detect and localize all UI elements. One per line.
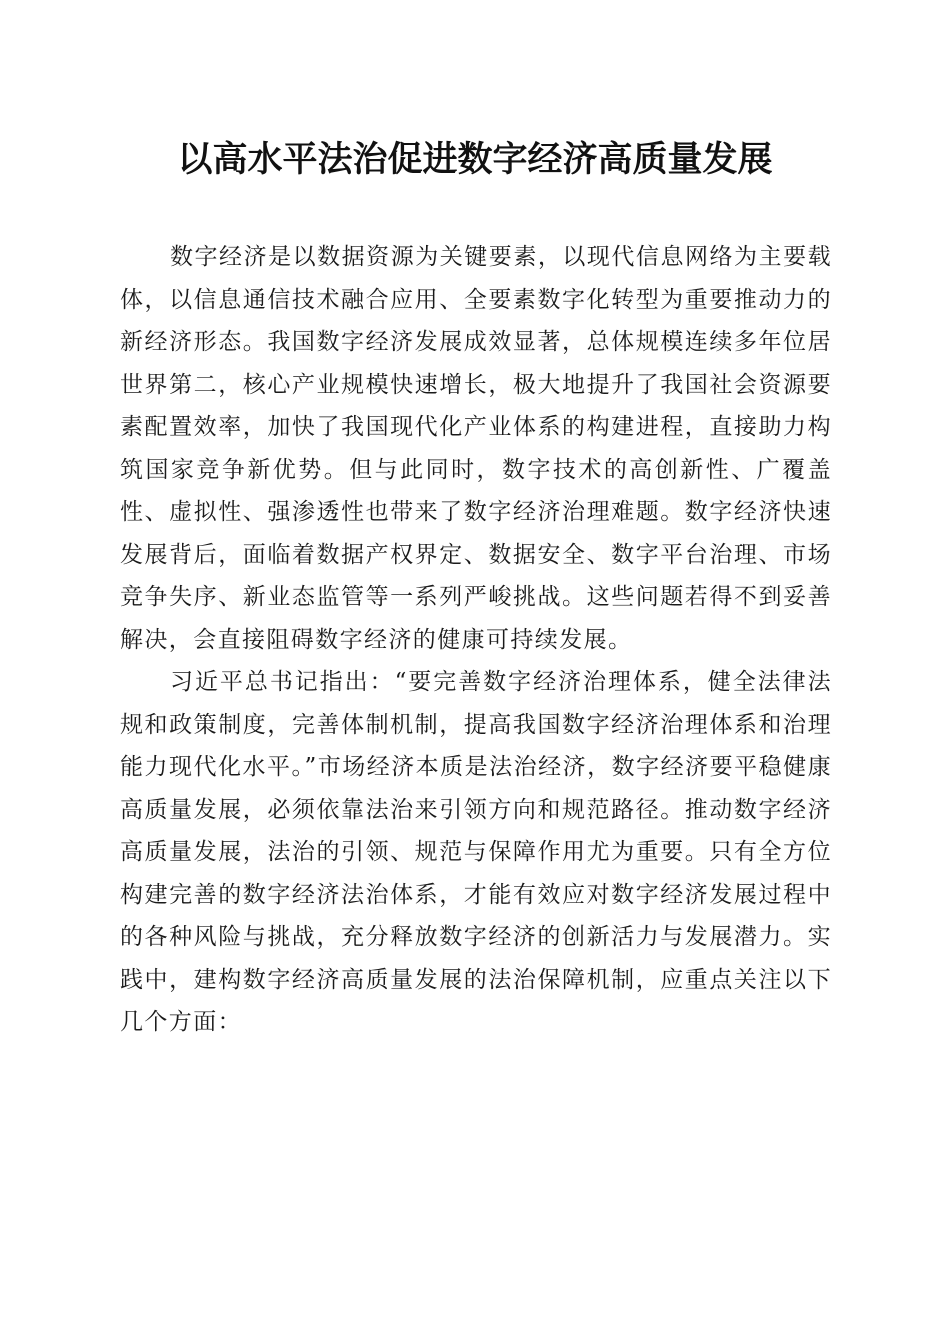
document-body	[120, 236, 832, 1044]
paragraph-2: 习近平总书记指出：“要完善数字经济治理体系，健全法律法规和政策制度，完善体制机制，提高我国数字经济治理体系和治理能力现代化水平。”市场经济本质是法治经济，数字经济要平稳健康高质量发展，必须依靠法治来引领方向和规范路径。推动数字经济高质量发展，法治的引领、规范与保障作用尤为重要。只有全方位构建完善的数字经济法治体系，才能有效应对数字经济发展过程中的各种风险与挑战，充分释放数字经济的创新活力与发展潜力。实践中，建构数字经济高质量发展的法治保障机制，应重点关注以下几个方面：	[120, 669, 832, 1035]
document-title: 以高水平法治促进数字经济高质量发展	[177, 139, 773, 180]
paragraph-1: 数字经济是以数据资源为关键要素，以现代信息网络为主要载体，以信息通信技术融合应用、全要素数字化转型为重要推动力的新经济形态。我国数字经济发展成效显著，总体规模连续多年位居世界第二，核心产业规模快速增长，极大地提升了我国社会资源要素配置效率，加快了我国现代化产业体系的构建进程，直接助力构筑国家竞争新优势。但与此同时，数字技术的高创新性、广覆盖性、虚拟性、强渗透性也带来了数字经济治理难题。数字经济快速发展背后，面临着数据产权界定、数据安全、数字平台治理、市场竞争失序、新业态监管等一系列严峻挑战。这些问题若得不到妥善解决，会直接阻碍数字经济的健康可持续发展。	[120, 244, 832, 653]
